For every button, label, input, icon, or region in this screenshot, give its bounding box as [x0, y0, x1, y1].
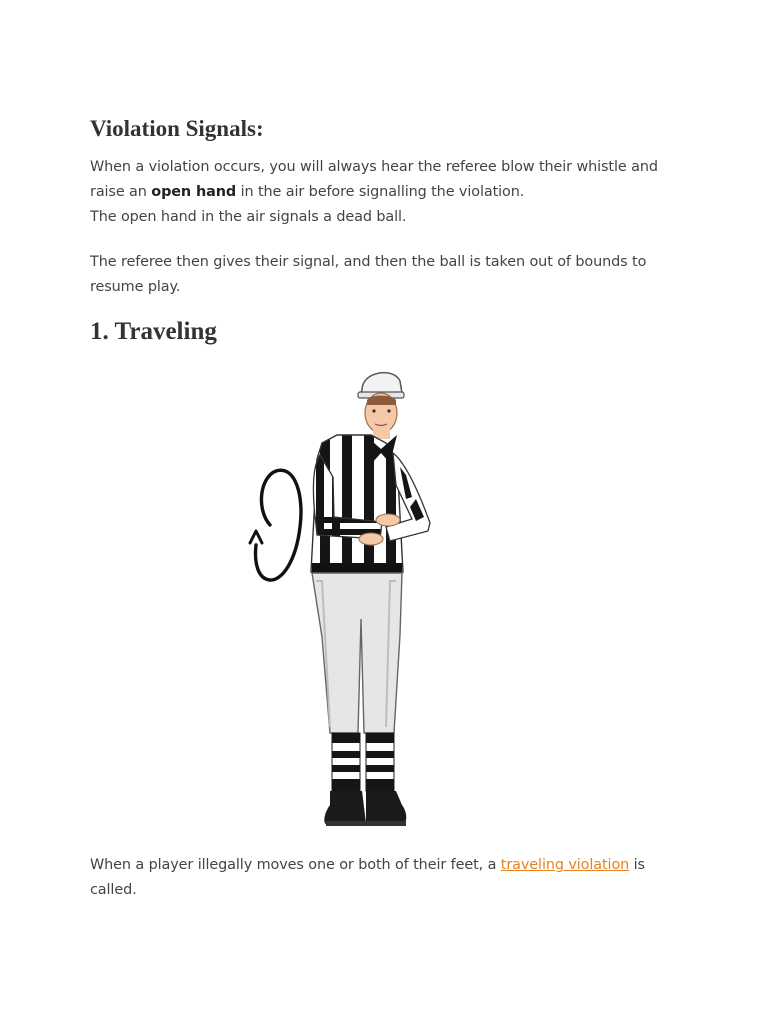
traveling-description	[90, 853, 660, 903]
open-hand-bold: open hand	[151, 184, 237, 200]
intro-text-part1: When a violation occurs, you will always hear the referee blow their whistle and raise an	[90, 159, 658, 200]
article-content	[90, 112, 660, 903]
referee-figure	[305, 373, 430, 826]
traveling-text-part2: is called.	[90, 857, 645, 898]
dead-ball-line: The open hand in the air signals a dead ball.	[90, 209, 407, 225]
violation-signals-heading: Violation Signals:	[90, 116, 264, 141]
traveling-violation-link[interactable]: traveling violation	[500, 857, 630, 873]
traveling-text-part1: When a player illegally moves one or both of their feet, a	[90, 857, 501, 873]
referee-illustration	[90, 367, 660, 843]
intro-paragraph	[90, 155, 660, 230]
traveling-signal-figure	[90, 367, 660, 843]
resume-play-paragraph: The referee then gives their signal, and then the ball is taken out of bounds to resume play.	[90, 254, 647, 295]
rotate-arrow-icon	[250, 470, 301, 580]
traveling-heading: 1. Traveling	[90, 318, 217, 345]
intro-text-part2: in the air before signalling the violation.	[236, 184, 525, 200]
